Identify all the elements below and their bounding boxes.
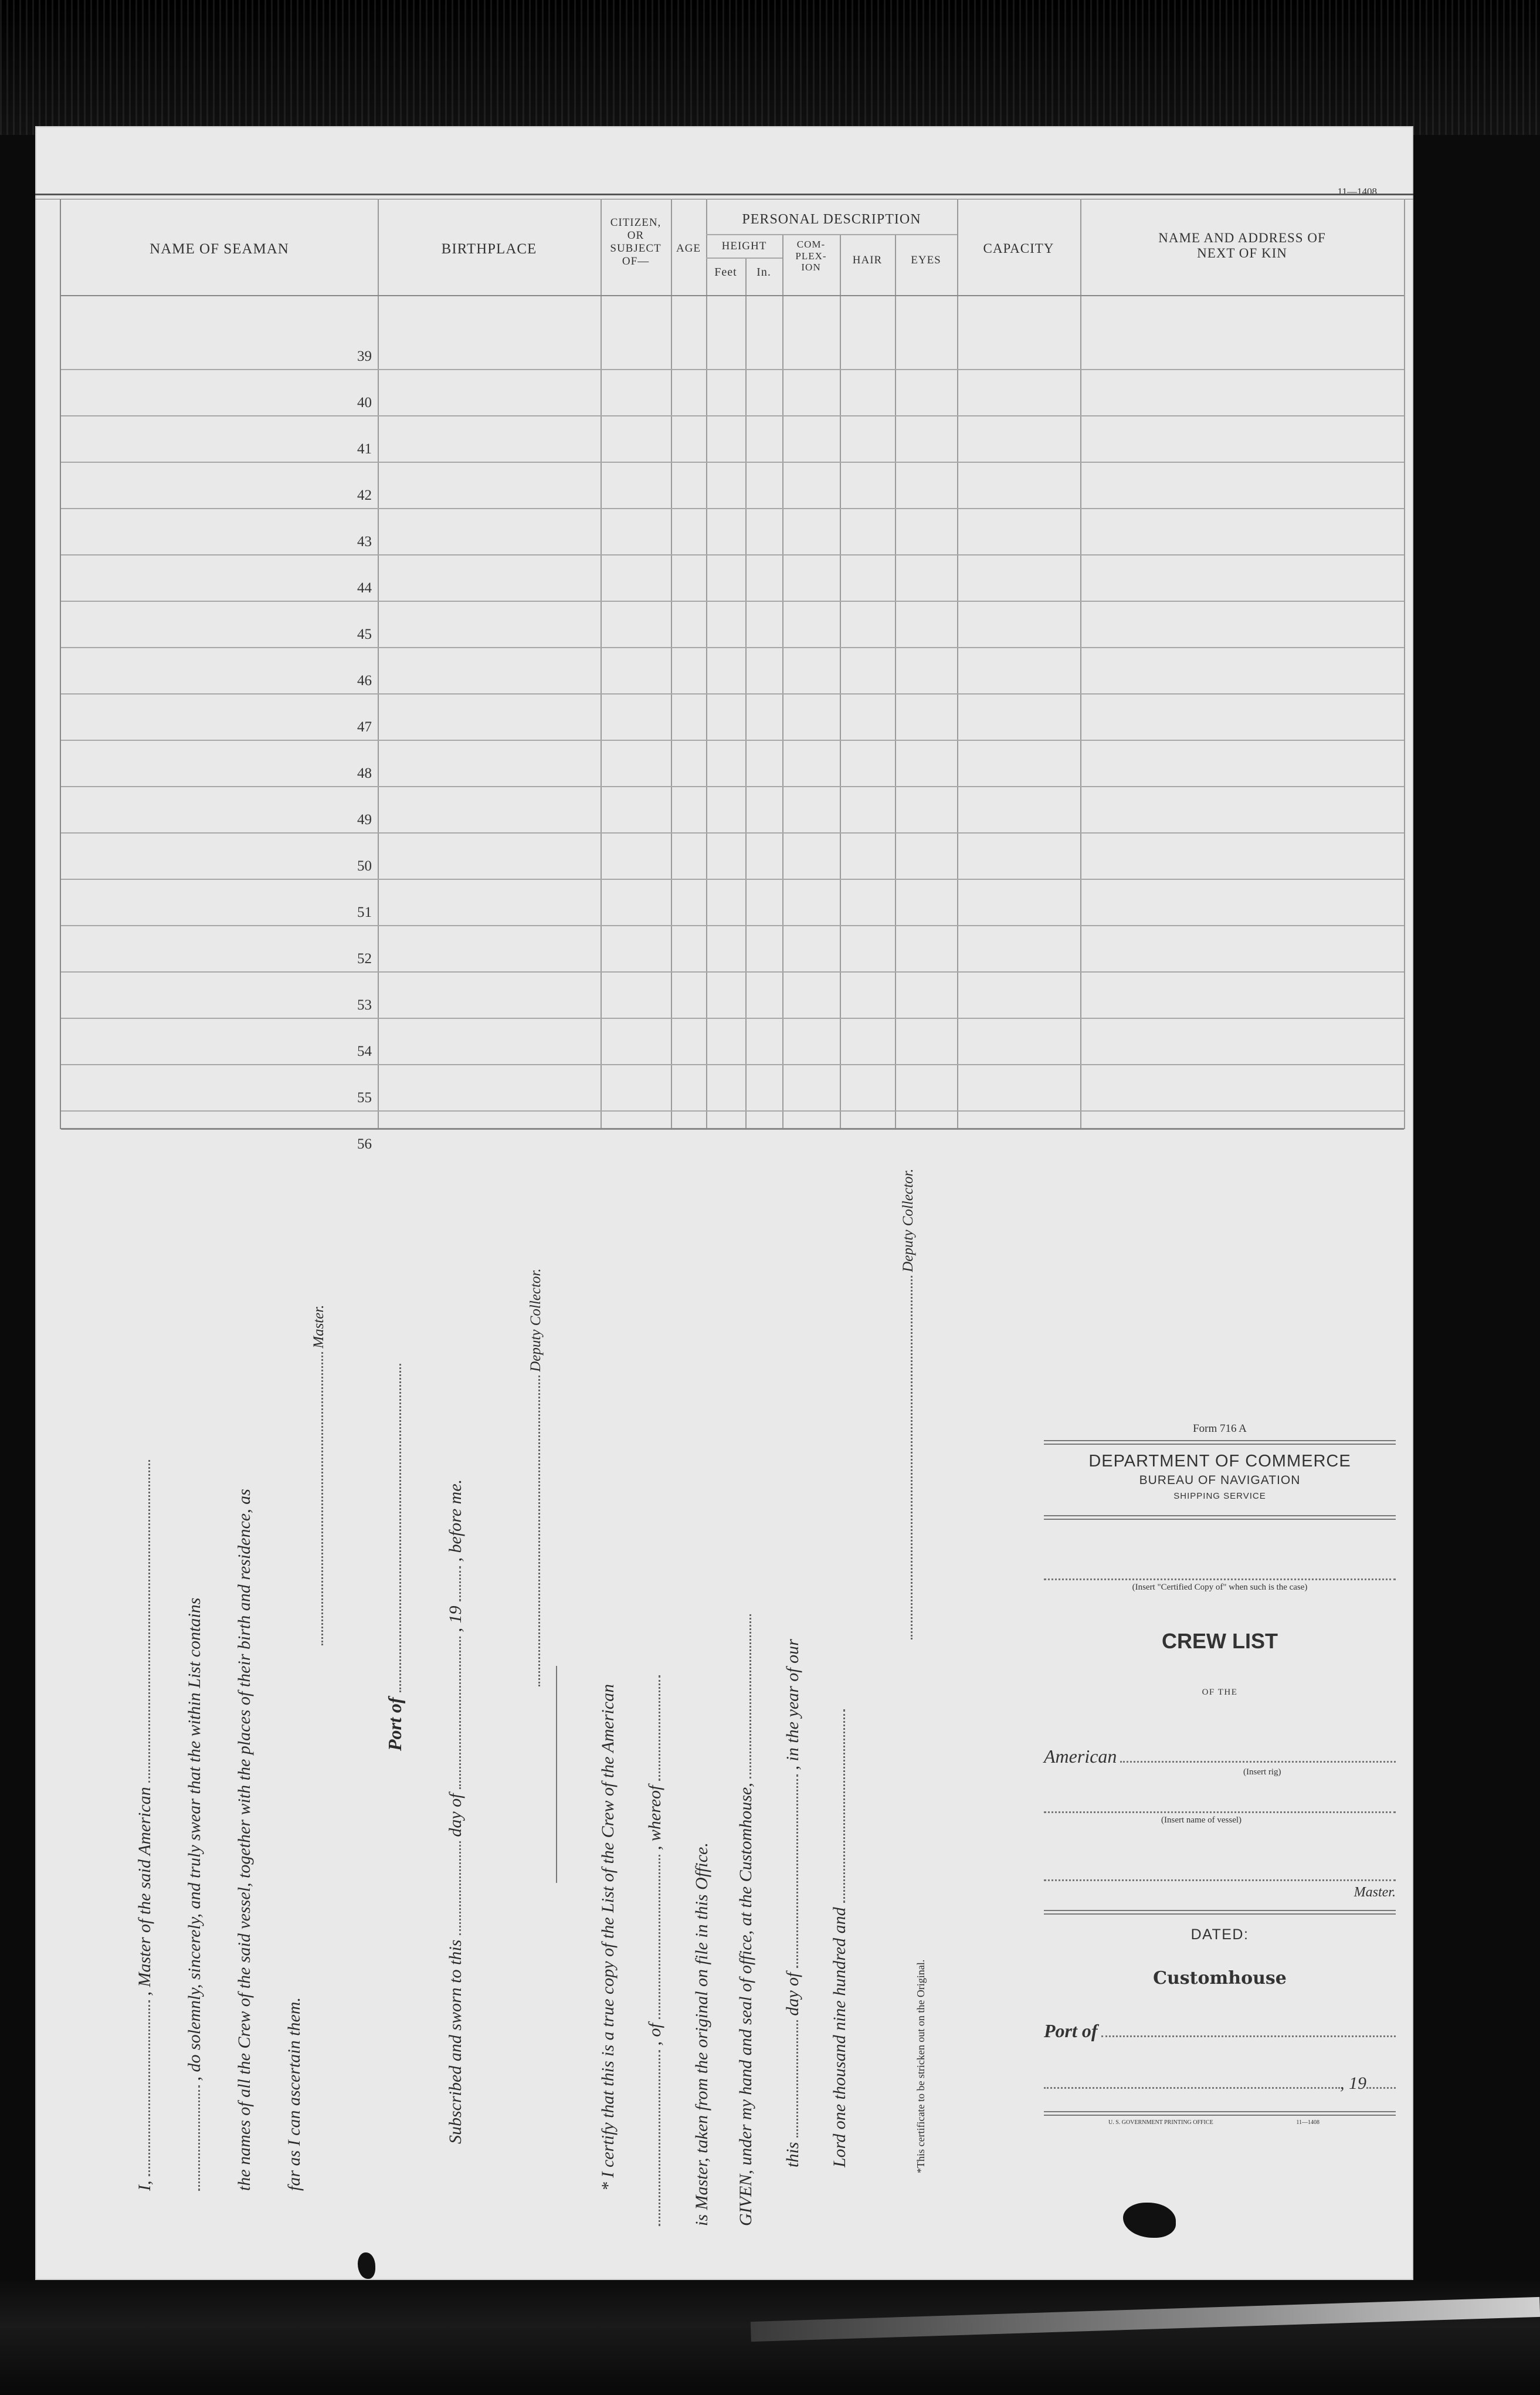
header-eyes: EYES bbox=[911, 254, 941, 266]
row-rule bbox=[61, 740, 1404, 741]
certificate-line-1 bbox=[598, 1684, 618, 2191]
header-rule bbox=[706, 234, 957, 235]
cert-lord-blank bbox=[843, 1709, 845, 1903]
row-rule bbox=[61, 1110, 1404, 1112]
certificate-text-1: * I certify that this is a true copy of the List of the Crew of the American bbox=[598, 1683, 618, 2191]
row-rule bbox=[61, 369, 1404, 370]
row-rule bbox=[61, 554, 1404, 555]
certificate-deputy-label: Deputy Collector. bbox=[900, 1168, 916, 1272]
col-divider bbox=[840, 234, 841, 1129]
header-next-of-kin-1: NAME AND ADDRESS OF bbox=[1158, 231, 1326, 245]
cover-master: Master. bbox=[1354, 1885, 1396, 1900]
crew-table bbox=[60, 199, 1404, 1152]
row-number: 52 bbox=[357, 951, 372, 967]
american-line bbox=[1044, 1746, 1396, 1767]
oath-nineteen: , 19 bbox=[446, 1605, 465, 1632]
certificate-deputy bbox=[900, 1168, 917, 1639]
port-blank bbox=[399, 1364, 401, 1692]
cover-rule bbox=[1044, 1910, 1396, 1915]
row-number: 47 bbox=[357, 719, 372, 735]
month-blank bbox=[459, 1637, 461, 1789]
row-number: 49 bbox=[357, 812, 372, 828]
cover-footer bbox=[1044, 2119, 1396, 2126]
row-number: 39 bbox=[357, 348, 372, 364]
certificate-line-5 bbox=[830, 1709, 850, 2167]
cert-month-blank bbox=[796, 1774, 798, 1968]
col-divider bbox=[1404, 199, 1405, 1129]
certificate-line-4 bbox=[783, 1639, 803, 2167]
row-rule bbox=[61, 832, 1404, 834]
row-rule bbox=[61, 925, 1404, 926]
day-blank bbox=[459, 1841, 461, 1935]
vessel-name-cover-blank bbox=[1044, 1811, 1396, 1813]
col-divider bbox=[671, 199, 672, 1129]
cover-nineteen: , 19 bbox=[1340, 2074, 1366, 2093]
col-divider bbox=[957, 199, 958, 1129]
row-number: 42 bbox=[357, 487, 372, 503]
vessel-blank bbox=[148, 1460, 150, 1783]
ink-stain bbox=[1123, 2203, 1176, 2238]
cover-port-blank bbox=[1101, 2035, 1396, 2037]
certificate-given: GIVEN, under my hand and seal of office, at the Customhouse, bbox=[736, 1783, 755, 2226]
header-name-of-seaman: NAME OF SEAMAN bbox=[150, 241, 289, 257]
header-birthplace: BIRTHPLACE bbox=[441, 241, 537, 257]
col-divider bbox=[1080, 199, 1081, 1129]
certificate-of: , of bbox=[645, 2023, 664, 2046]
oath-i: I, bbox=[135, 2180, 154, 2191]
oath-swear: , do solemnly, sincerely, and truly swear that the within List contains bbox=[185, 1597, 204, 2081]
oath-port-of bbox=[384, 1364, 406, 1751]
crew-list-title: CREW LIST bbox=[1162, 1629, 1278, 1653]
header-feet: Feet bbox=[714, 266, 737, 279]
master-name-blank bbox=[148, 2000, 150, 2176]
header-complexion-2: PLEX- bbox=[795, 250, 827, 262]
row-rule bbox=[61, 1064, 1404, 1065]
cert-customhouse-blank bbox=[749, 1614, 751, 1779]
row-number: 55 bbox=[357, 1090, 372, 1106]
oath-master: Master. bbox=[311, 1305, 327, 1349]
row-number: 40 bbox=[357, 395, 372, 411]
header-citizen-4: OF— bbox=[622, 255, 650, 267]
scan-edge-glare bbox=[751, 2297, 1540, 2342]
oath-line-3: the names of all the Crew of the said vessel, together with the places of their birth and residence, as bbox=[235, 1489, 254, 2191]
oath-line-1 bbox=[135, 1460, 155, 2191]
cover-rule bbox=[1044, 2111, 1396, 2116]
row-number: 53 bbox=[357, 997, 372, 1013]
printer: U. S. GOVERNMENT PRINTING OFFICE bbox=[1108, 2119, 1213, 2126]
service: SHIPPING SERVICE bbox=[1173, 1491, 1266, 1501]
row-number: 45 bbox=[357, 626, 372, 642]
header-bottom-rule bbox=[61, 295, 1404, 296]
table-bottom-rule bbox=[61, 1128, 1404, 1130]
row-number: 41 bbox=[357, 441, 372, 457]
certificate-whereof: , whereof bbox=[645, 1785, 664, 1851]
header-complexion-1: COM- bbox=[796, 239, 826, 250]
vessel-name-blank bbox=[198, 2085, 200, 2191]
header-citizen bbox=[601, 216, 671, 267]
cover-form-code: 11—1408 bbox=[1296, 2119, 1319, 2126]
deputy-signature-blank bbox=[538, 1376, 540, 1686]
oath-line-2 bbox=[185, 1598, 205, 2191]
scan-border-bottom bbox=[0, 2280, 1540, 2395]
cert-port-blank bbox=[659, 1855, 660, 2019]
row-rule bbox=[61, 601, 1404, 602]
row-rule bbox=[61, 415, 1404, 416]
row-rule bbox=[61, 462, 1404, 463]
of-the: OF THE bbox=[1202, 1688, 1238, 1697]
col-divider bbox=[782, 234, 783, 1129]
form-number-top: 11—1408 bbox=[1337, 186, 1377, 197]
american-label: American bbox=[1044, 1746, 1117, 1767]
oath-port-of-label: Port of bbox=[384, 1697, 405, 1751]
col-divider bbox=[706, 199, 707, 1129]
header-in: In. bbox=[757, 266, 771, 279]
top-rule bbox=[35, 194, 1413, 195]
row-number: 56 bbox=[357, 1136, 372, 1152]
row-number: 50 bbox=[357, 858, 372, 874]
rig-blank bbox=[1120, 1761, 1396, 1763]
scan-border-top bbox=[0, 0, 1540, 135]
oath-master-of-american: , Master of the said American bbox=[135, 1787, 154, 1996]
oath-subscribed-label: Subscribed and sworn to this bbox=[446, 1939, 465, 2144]
certificate-year: , in the year of our bbox=[783, 1639, 802, 1770]
master-signature-blank bbox=[321, 1352, 323, 1645]
insert-rig: (Insert rig) bbox=[1243, 1767, 1281, 1777]
row-rule bbox=[61, 693, 1404, 695]
header-hair: HAIR bbox=[852, 254, 883, 266]
oath-master-label bbox=[311, 1305, 327, 1645]
cover-port-line bbox=[1044, 2020, 1396, 2042]
customhouse: Customhouse bbox=[1153, 1968, 1287, 1989]
header-age: AGE bbox=[676, 242, 701, 255]
header-citizen-3: SUBJECT bbox=[610, 242, 662, 255]
certificate-this: this bbox=[783, 2142, 802, 2167]
header-rule bbox=[706, 258, 782, 259]
header-height: HEIGHT bbox=[721, 240, 767, 252]
oath-divider bbox=[556, 1666, 557, 1883]
insert-vessel-name: (Insert name of vessel) bbox=[1161, 1815, 1242, 1825]
cover-panel bbox=[1044, 1422, 1396, 2126]
row-rule bbox=[61, 1018, 1404, 1019]
header-citizen-1: CITIZEN, bbox=[610, 216, 662, 229]
cover-master-blank bbox=[1044, 1879, 1396, 1881]
ink-stain bbox=[358, 2252, 375, 2279]
cover-date-line bbox=[1044, 2074, 1396, 2093]
cover-year-blank bbox=[1366, 2087, 1396, 2089]
oath-deputy-collector bbox=[528, 1268, 544, 1686]
header-next-of-kin-2: NEXT OF KIN bbox=[1197, 246, 1287, 261]
dated: DATED: bbox=[1190, 1926, 1249, 1943]
cert-deputy-blank bbox=[911, 1276, 913, 1639]
row-number: 51 bbox=[357, 905, 372, 920]
certificate-line-of bbox=[645, 1675, 665, 2226]
row-number: 43 bbox=[357, 534, 372, 550]
header-capacity: CAPACITY bbox=[983, 241, 1054, 256]
certificate-lord: Lord one thousand nine hundred and bbox=[830, 1907, 849, 2167]
oath-before-me: , before me. bbox=[446, 1479, 465, 1562]
row-rule bbox=[61, 786, 1404, 787]
certificate-line-3 bbox=[736, 1614, 756, 2226]
oath-deputy-label: Deputy Collector. bbox=[528, 1268, 544, 1372]
oath-subscribed bbox=[446, 1479, 466, 2144]
cert-whereof-blank bbox=[659, 1675, 660, 1781]
form-716a: Form 716 A bbox=[1193, 1422, 1247, 1435]
cover-date-blank bbox=[1044, 2087, 1340, 2089]
header-complexion-3: ION bbox=[801, 262, 821, 273]
col-divider bbox=[895, 234, 896, 1129]
certified-blank bbox=[1044, 1578, 1396, 1580]
row-number: 46 bbox=[357, 673, 372, 689]
oath-day-of: day of bbox=[446, 1793, 465, 1837]
department: DEPARTMENT OF COMMERCE bbox=[1088, 1452, 1351, 1471]
header-citizen-2: OR bbox=[627, 229, 645, 242]
cover-rule bbox=[1044, 1515, 1396, 1520]
row-rule bbox=[61, 971, 1404, 973]
cert-day-blank bbox=[796, 2020, 798, 2137]
cover-rule bbox=[1044, 1440, 1396, 1445]
bureau: BUREAU OF NAVIGATION bbox=[1139, 1473, 1301, 1487]
certificate-day-of: day of bbox=[783, 1972, 802, 2016]
col-divider bbox=[601, 199, 602, 1129]
oath-line-4: far as I can ascertain them. bbox=[284, 1997, 304, 2191]
insert-certified: (Insert "Certified Copy of" when such is the case) bbox=[1132, 1583, 1308, 1592]
header-complexion bbox=[782, 239, 840, 273]
row-rule bbox=[61, 879, 1404, 880]
cert-vessel-blank bbox=[659, 2050, 660, 2226]
row-rule bbox=[61, 647, 1404, 648]
row-rule bbox=[61, 508, 1404, 509]
cover-port-label: Port of bbox=[1044, 2020, 1098, 2041]
header-personal-description: PERSONAL DESCRIPTION bbox=[742, 212, 921, 227]
col-divider bbox=[378, 199, 379, 1129]
row-number: 54 bbox=[357, 1044, 372, 1059]
certificate-footnote: *This certificate to be stricken out on the Original. bbox=[915, 1959, 927, 2173]
header-next-of-kin bbox=[1080, 231, 1404, 262]
certificate-line-2: is Master, taken from the original on file in this Office. bbox=[692, 1842, 711, 2226]
row-number: 44 bbox=[357, 580, 372, 596]
row-number: 48 bbox=[357, 765, 372, 781]
crew-list-form bbox=[35, 126, 1413, 2280]
year-blank bbox=[459, 1566, 461, 1601]
